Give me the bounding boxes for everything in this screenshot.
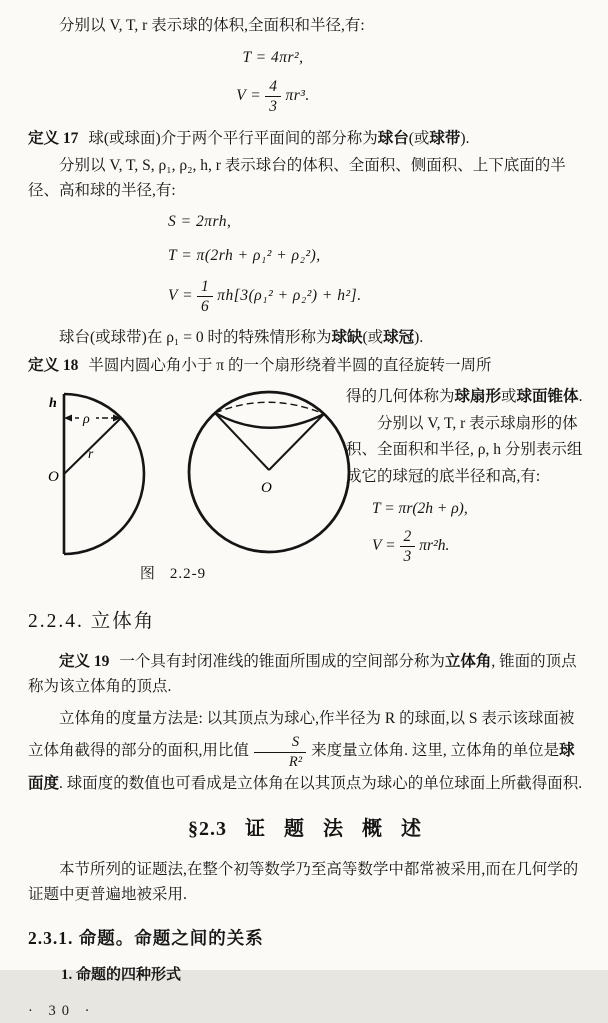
formula-sphere-volume-rhs: πr³.: [285, 86, 310, 104]
def17-text-2: (或: [408, 129, 430, 147]
formula-sector-volume-rhs: πr²h.: [419, 536, 450, 554]
formula-sector-volume: [372, 528, 588, 565]
fraction-denominator: 3: [269, 98, 278, 116]
section-2-2-4-heading-text: 2.2.4. 立体角: [28, 611, 156, 633]
cap-ellipse-back-arc: [215, 402, 324, 414]
section-2-2-4-heading: [28, 606, 588, 637]
def18-cont-bold-2: 球面锥体: [516, 388, 579, 406]
center-o-label: O: [48, 469, 59, 486]
fraction-numerator: 2: [400, 528, 416, 548]
center-o-label: O: [261, 480, 272, 497]
definition-17-label: 定义 17: [28, 129, 79, 147]
capnote-text-2: (或: [362, 328, 384, 346]
frustum-intro-text: 分别以 V, T, S, ρ₁, ρ₂, h, r 表示球台的体积、全面积、侧面积、上下底面的半径、高和球的半径,有:: [28, 157, 566, 200]
capnote-bold-1: 球缺: [331, 328, 363, 346]
fraction-denominator: 3: [403, 548, 412, 566]
section-2-3-paragraph: [28, 858, 588, 908]
definition-17-paragraph: [28, 127, 588, 152]
def18-continuation-paragraph: [346, 384, 588, 411]
rho-label: ρ: [83, 412, 90, 428]
formula-sphere-area-text: T = 4πr²,: [242, 48, 304, 66]
page-number: [28, 1000, 588, 1023]
definition-18-paragraph: [28, 354, 588, 379]
formula-sector-volume-lhs: V =: [372, 536, 396, 554]
figure-caption-prefix: 图: [139, 566, 156, 583]
fraction-denominator: 6: [201, 298, 210, 316]
def17-bold-1: 球台: [377, 129, 409, 147]
measure-bold-1: 球面度: [28, 742, 575, 793]
figure-2-2-9: [28, 384, 344, 586]
def19-text-2: , 锥面的顶点称为该立体角的顶点.: [28, 653, 577, 696]
intro-sphere-text: 分别以 V, T, r 表示球的体积,全面积和半径,有:: [59, 17, 365, 34]
intro-sphere-paragraph: [28, 14, 588, 39]
figure-caption: [28, 562, 318, 586]
figure-caption-number: 2.2-9: [169, 566, 207, 583]
capnote-text-1: 球台(或球带)在 ρ₁ = 0 时的特殊情形称为: [59, 328, 332, 346]
def18-line1-text: 半圆内圆心角小于 π 的一个扇形绕着半圆的直径旋转一周所: [88, 357, 492, 375]
r-label: r: [88, 446, 94, 462]
formula-frustum-side: [168, 210, 588, 235]
capnote-bold-2: 球冠: [383, 328, 415, 346]
measure-text-3: . 球面度的数值也可看成是立体角在以其顶点为球心的单位球面上所截得面积.: [59, 775, 583, 793]
def17-bold-2: 球带: [429, 129, 461, 147]
capnote-text-3: ).: [414, 328, 424, 346]
cone-left-edge: [215, 413, 269, 470]
fraction-4-3: [265, 78, 281, 115]
figure-drawings: [28, 384, 344, 560]
section-2-3-title: 证 题 法 概 述: [245, 818, 428, 841]
def17-text-3: ).: [460, 129, 470, 147]
formula-sector-area-text: T = πr(2h + ρ),: [372, 499, 468, 517]
sector-intro-text: 分别以 V, T, r 表示球扇形的体积、全面积和半径, ρ, h 分别表示组成它的球冠的底半径和高,有:: [346, 414, 583, 486]
def19-bold-1: 立体角: [444, 653, 492, 671]
frustum-intro-paragraph: [28, 154, 588, 204]
formula-sphere-volume: [28, 78, 518, 115]
semicircle-cap-diagram: [46, 388, 164, 560]
section-2-3-paragraph-text: 本节所列的证题法,在整个初等数学乃至高等数学中都常被采用,而在几何学的证题中更普遍地被采用.: [28, 861, 579, 904]
definition-19-paragraph: [28, 650, 588, 700]
section-2-3-heading: [28, 813, 588, 845]
formula-sector-area: [372, 497, 588, 522]
fraction-2-3: [400, 528, 416, 565]
section-2-3-1-heading-text: 2.3.1. 命题。命题之间的关系: [28, 927, 264, 948]
definition-18-label: 定义 18: [28, 357, 79, 375]
measure-text-2: 来度量立体角. 这里, 立体角的单位是: [311, 742, 560, 760]
cap-ellipse-front-arc: [215, 413, 324, 428]
formula-frustum-volume: [168, 278, 588, 315]
def18-cont-bold-1: 球扇形: [454, 388, 502, 406]
section-2-3-1-heading: [28, 924, 588, 952]
cap-note-paragraph: [28, 326, 588, 351]
fraction-numerator: 1: [197, 278, 213, 298]
formula-frustum-total: [168, 244, 588, 269]
sector-intro-paragraph: [346, 411, 588, 491]
subsection-1-heading-text: 1. 命题的四种形式: [61, 966, 182, 983]
formula-frustum-volume-lhs: V =: [168, 286, 194, 304]
solid-angle-measure-paragraph: [28, 704, 588, 799]
formula-frustum-side-text: S = 2πrh,: [168, 212, 232, 230]
def18-continuation-column: [344, 384, 588, 586]
def18-cont-text-2: 或: [501, 388, 517, 406]
formula-sphere-area: [28, 46, 518, 71]
sphere-circle: [189, 392, 349, 552]
def18-cont-text-3: .: [578, 388, 583, 406]
fraction-denominator: R²: [288, 753, 303, 770]
def17-text-1: 球(或球面)介于两个平行平面间的部分称为: [88, 129, 378, 147]
formula-sphere-volume-lhs: V =: [236, 86, 262, 104]
def18-cont-text-1: 得的几何体称为: [346, 388, 455, 406]
sphere-sector-diagram: [178, 386, 360, 558]
fraction-numerator: S: [254, 734, 306, 753]
fraction-numerator: 4: [265, 78, 281, 98]
subsection-1-heading: [61, 963, 588, 987]
measure-text-1: 立体角的度量方法是: 以其顶点为球心,作半径为 R 的球面,以 S 表示该球面被立体角截得的部分的面积,用比值: [28, 709, 575, 760]
definition-19-label: 定义 19: [59, 653, 110, 671]
formula-frustum-volume-rhs: πh[3(ρ₁² + ρ₂²) + h²].: [217, 286, 362, 304]
formula-frustum-total-text: T = π(2rh + ρ₁² + ρ₂²),: [168, 246, 321, 264]
fraction-1-6: [197, 278, 213, 315]
def19-text-1: 一个具有封闭准线的锥面所围成的空间部分称为: [119, 653, 445, 671]
cone-right-edge: [269, 414, 324, 470]
h-label: h: [49, 396, 57, 412]
section-2-3-number: §2.3: [188, 818, 227, 841]
page-number-text: · 30 ·: [28, 1002, 96, 1019]
figure-and-text-row: [28, 384, 588, 586]
fraction-s-over-r-squared: [254, 734, 306, 769]
